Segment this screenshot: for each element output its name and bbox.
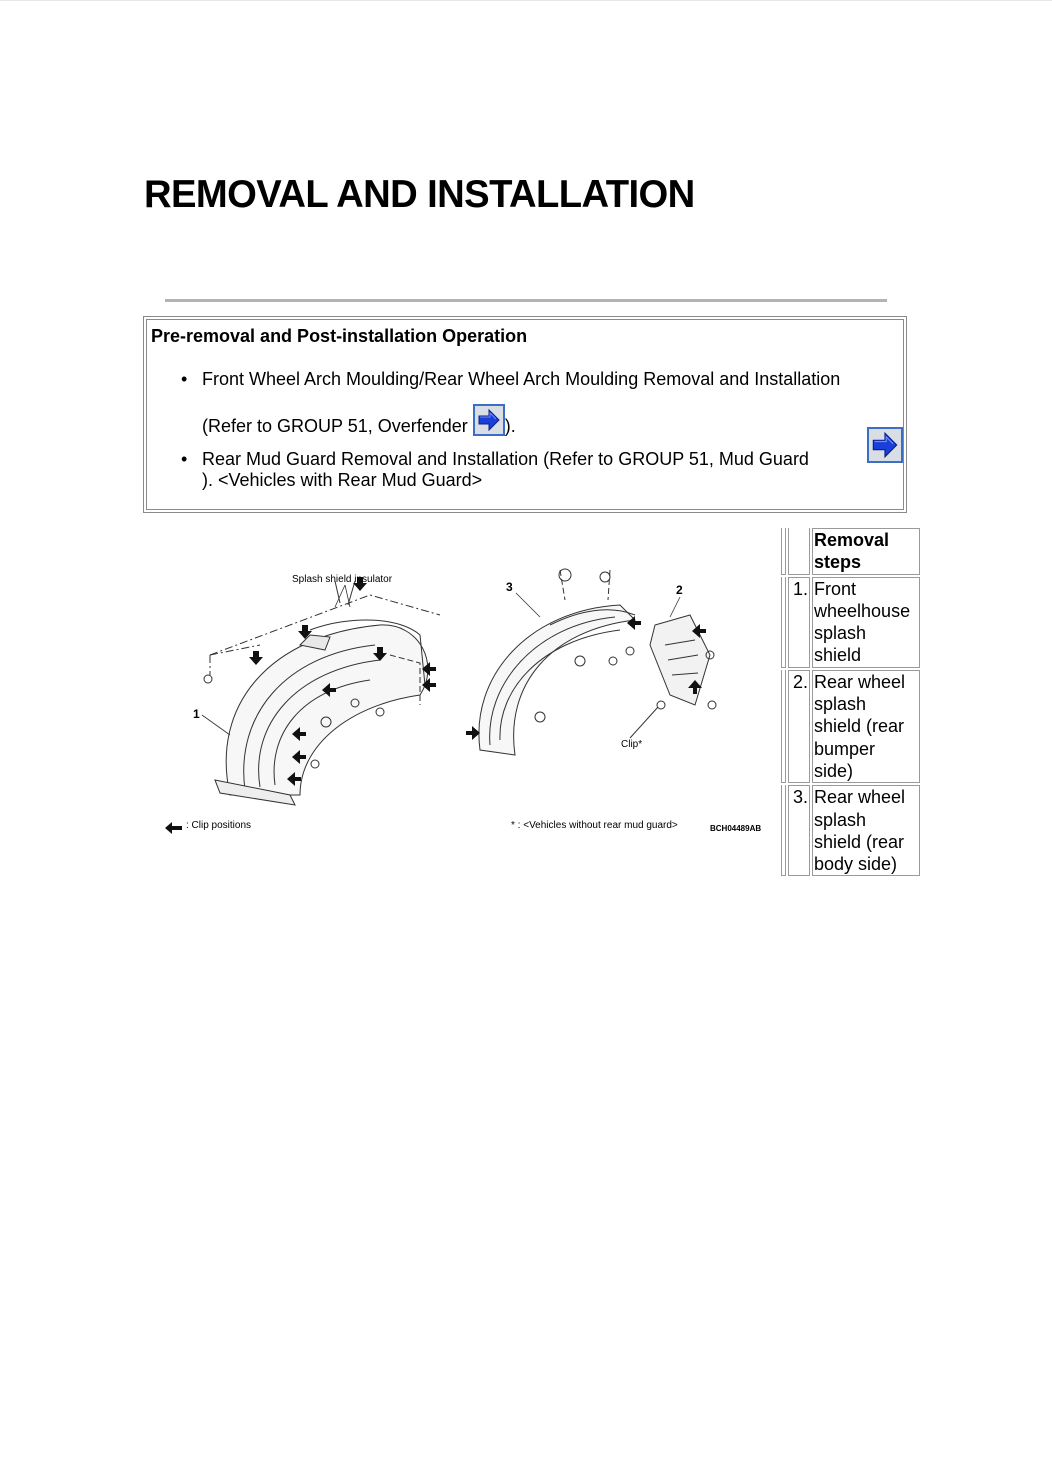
callout-number-1: 1: [193, 707, 200, 721]
pre-operation-item-1-ref: [202, 404, 516, 437]
callout-number-2: 2: [676, 583, 683, 597]
legend-clip-positions: : Clip positions: [186, 820, 252, 831]
overfender-link-arrow-icon[interactable]: [473, 404, 505, 436]
item-1-ref-close: ).: [504, 416, 516, 436]
bullet-icon: •: [181, 369, 188, 389]
item-1-ref-text: (Refer to GROUP 51, Overfender: [202, 416, 473, 436]
pre-operation-item-2: [181, 448, 809, 470]
pre-operation-box: [143, 316, 907, 513]
step-number: 3.: [788, 785, 810, 876]
pre-operation-item-1: [181, 368, 841, 390]
pre-operation-heading: Pre-removal and Post-installation Operation: [151, 326, 528, 346]
step-text: Rear wheel splash shield (rear body side): [812, 785, 920, 876]
callout-number-3: 3: [506, 580, 513, 594]
removal-steps-table: [779, 526, 922, 878]
table-header-row: [781, 528, 920, 575]
pre-operation-item-2-cont: [202, 469, 482, 491]
section-divider: [165, 299, 887, 302]
item-2-line1: Rear Mud Guard Removal and Installation (Refer to GROUP 51, Mud Guard: [202, 449, 809, 469]
page-title: REMOVAL AND INSTALLATION: [144, 173, 695, 216]
step-text: Front wheelhouse splash shield: [812, 577, 920, 668]
callout-splash-shield-insulator: Splash shield insulator: [292, 574, 393, 585]
step-text: Rear wheel splash shield (rear bumper side): [812, 670, 920, 783]
page-top-border: [0, 0, 1052, 1]
removal-steps-header: Removal steps: [812, 528, 920, 575]
figure-code: BCH04489AB: [710, 824, 762, 833]
diagram-illustration: [150, 555, 775, 845]
step-number: 1.: [788, 577, 810, 668]
footnote-without-mud-guard: * : <Vehicles without rear mud guard>: [511, 820, 678, 831]
splash-shield-diagram: [150, 555, 775, 845]
table-row: [781, 577, 920, 668]
step-number: 2.: [788, 670, 810, 783]
item-2-line2: ). <Vehicles with Rear Mud Guard>: [202, 470, 483, 490]
item-1-line1: Front Wheel Arch Moulding/Rear Wheel Arch Moulding Removal and Installation: [202, 369, 841, 389]
callout-clip: Clip*: [621, 739, 643, 750]
mud-guard-link-arrow-icon[interactable]: [867, 427, 903, 463]
table-row: [781, 670, 920, 783]
bullet-icon: •: [181, 449, 188, 469]
table-row: [781, 785, 920, 876]
